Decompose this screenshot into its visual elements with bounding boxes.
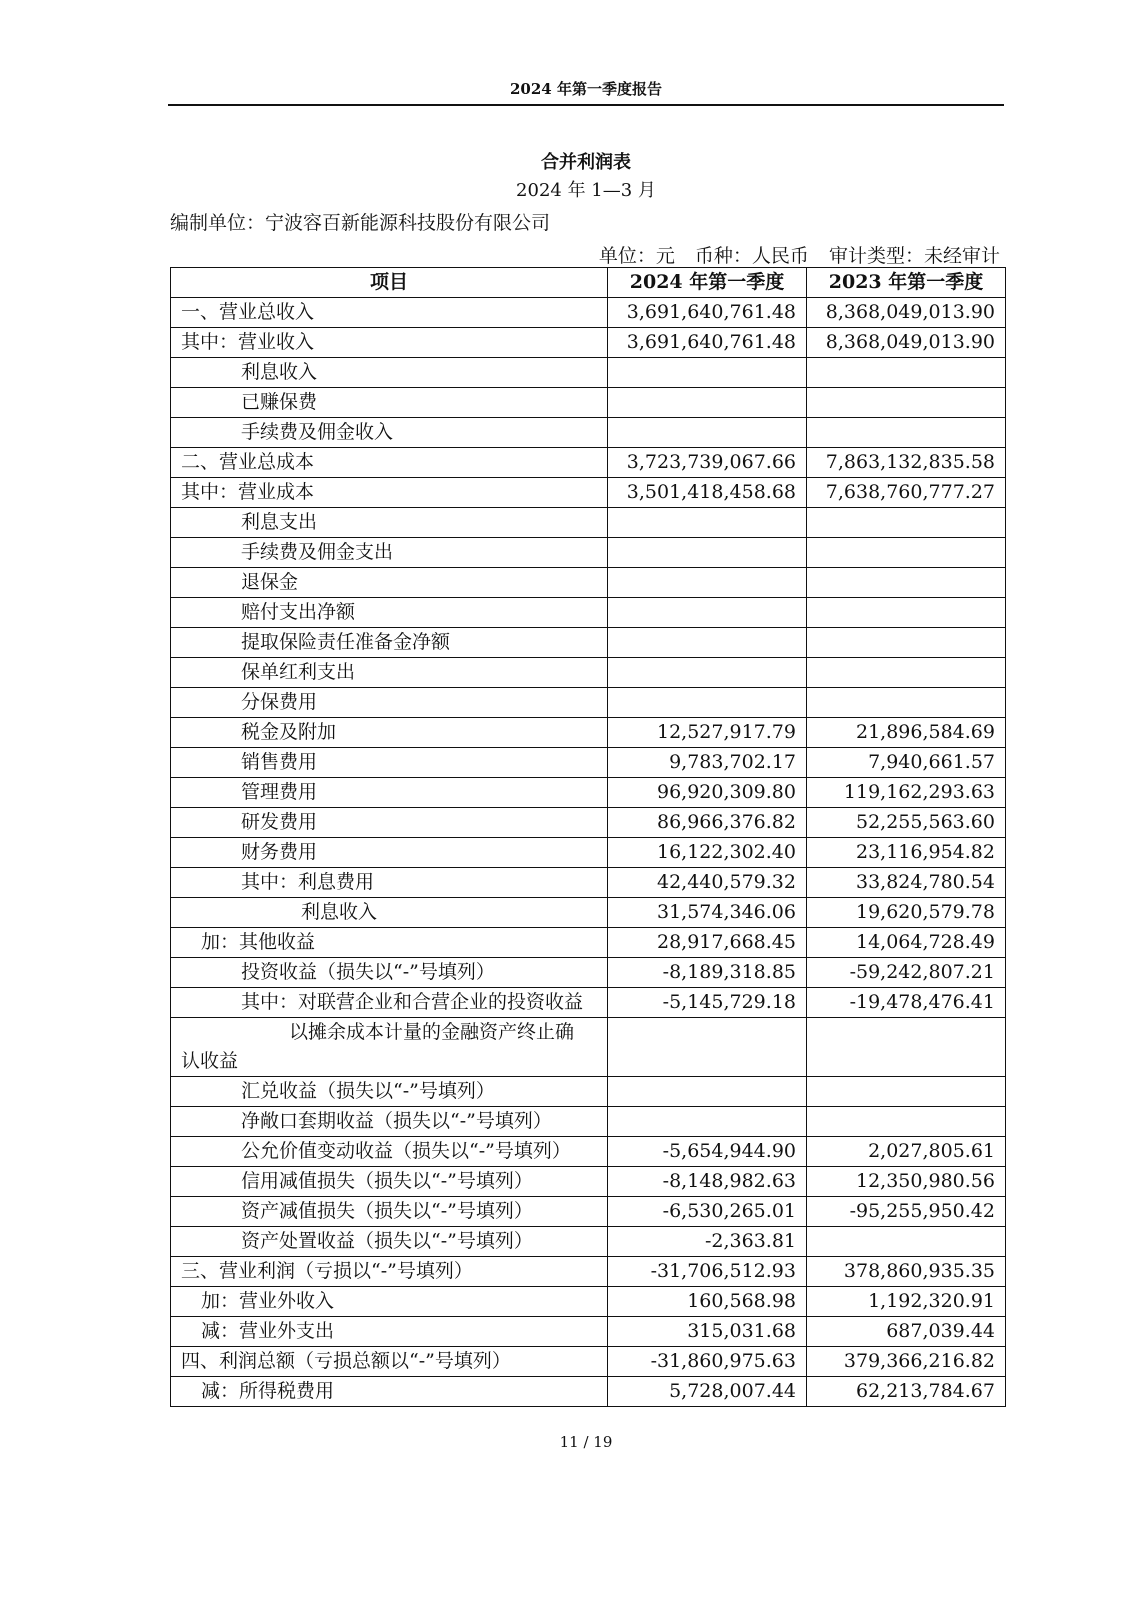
table-row [171,1287,1006,1317]
table-row [171,538,1006,568]
table-row [171,808,1006,838]
row-item: 利息收入 [171,898,608,928]
row-previous [807,1107,1006,1137]
table-row [171,1167,1006,1197]
row-current [608,388,807,418]
row-previous: 23,116,954.82 [807,838,1006,868]
row-current: 42,440,579.32 [608,868,807,898]
table-row [171,1197,1006,1227]
table-row [171,418,1006,448]
table-row [171,868,1006,898]
row-item: 提取保险责任准备金净额 [171,628,608,658]
row-item: 研发费用 [171,808,608,838]
row-item: 信用减值损失（损失以“-”号填列） [171,1167,608,1197]
row-item: 减：所得税费用 [171,1377,608,1407]
units-line [585,241,1000,268]
row-current [608,508,807,538]
income-statement-table [170,267,1006,1407]
row-current: -31,706,512.93 [608,1257,807,1287]
row-current: 9,783,702.17 [608,748,807,778]
statement-title: 合并利润表 [541,152,631,173]
row-current: 3,691,640,761.48 [608,298,807,328]
row-item: 利息支出 [171,508,608,538]
table-row [171,1347,1006,1377]
row-previous [807,388,1006,418]
row-item: 其中：营业收入 [171,328,608,358]
row-item: 手续费及佣金收入 [171,418,608,448]
row-previous: 52,255,563.60 [807,808,1006,838]
row-item: 资产处置收益（损失以“-”号填列） [171,1227,608,1257]
table-row [171,898,1006,928]
row-current [608,628,807,658]
row-item: 汇兑收益（损失以“-”号填列） [171,1077,608,1107]
row-previous: 8,368,049,013.90 [807,298,1006,328]
row-previous [807,568,1006,598]
row-previous: -19,478,476.41 [807,988,1006,1018]
row-item: 税金及附加 [171,718,608,748]
row-item: 其中：利息费用 [171,868,608,898]
row-previous: 12,350,980.56 [807,1167,1006,1197]
row-previous: 33,824,780.54 [807,868,1006,898]
table-row [171,1107,1006,1137]
row-current: -5,654,944.90 [608,1137,807,1167]
row-item: 加：其他收益 [171,928,608,958]
row-current: 31,574,346.06 [608,898,807,928]
table-row [171,568,1006,598]
row-item: 净敞口套期收益（损失以“-”号填列） [171,1107,608,1137]
row-item: 其中：对联营企业和合营企业的投资收益 [171,988,608,1018]
column-header-item: 项目 [171,268,608,298]
row-current: 3,501,418,458.68 [608,478,807,508]
row-previous: 19,620,579.78 [807,898,1006,928]
row-item-line2: 认收益 [181,1050,239,1072]
row-current: 16,122,302.40 [608,838,807,868]
table-row [171,628,1006,658]
table-row [171,1018,1006,1077]
table-row [171,928,1006,958]
row-item: 投资收益（损失以“-”号填列） [171,958,608,988]
table-row [171,1077,1006,1107]
row-previous [807,1227,1006,1257]
row-current: -31,860,975.63 [608,1347,807,1377]
row-current: 3,691,640,761.48 [608,328,807,358]
table-row [171,598,1006,628]
unit-label: 单位：元 [598,245,675,267]
row-item [171,1018,608,1077]
header-rule [168,104,1004,106]
table-row [171,1317,1006,1347]
row-current: -5,145,729.18 [608,988,807,1018]
row-previous [807,628,1006,658]
row-item: 四、利润总额（亏损总额以“-”号填列） [171,1347,608,1377]
table-row [171,778,1006,808]
table-row [171,508,1006,538]
currency-label: 币种：人民币 [694,245,809,267]
row-previous [807,1018,1006,1077]
row-previous [807,418,1006,448]
row-item: 资产减值损失（损失以“-”号填列） [171,1197,608,1227]
table-row [171,718,1006,748]
row-current [608,418,807,448]
table-row [171,1377,1006,1407]
row-previous [807,538,1006,568]
row-current [608,598,807,628]
row-previous [807,508,1006,538]
row-current: 86,966,376.82 [608,808,807,838]
row-item: 退保金 [171,568,608,598]
row-item: 保单红利支出 [171,658,608,688]
row-item: 管理费用 [171,778,608,808]
row-previous: -59,242,807.21 [807,958,1006,988]
row-previous: 378,860,935.35 [807,1257,1006,1287]
row-current [608,688,807,718]
row-current [608,1018,807,1077]
table-body [171,298,1006,1407]
table-row [171,1227,1006,1257]
row-current [608,1077,807,1107]
row-current: -8,148,982.63 [608,1167,807,1197]
table-row [171,298,1006,328]
row-previous: 687,039.44 [807,1317,1006,1347]
table-row [171,478,1006,508]
row-previous: 7,638,760,777.27 [807,478,1006,508]
row-previous: 379,366,216.82 [807,1347,1006,1377]
row-current [608,658,807,688]
table-row [171,448,1006,478]
row-item: 销售费用 [171,748,608,778]
row-previous [807,598,1006,628]
row-current: 96,920,309.80 [608,778,807,808]
table-row [171,958,1006,988]
row-item: 其中：营业成本 [171,478,608,508]
row-current: 12,527,917.79 [608,718,807,748]
row-current: 315,031.68 [608,1317,807,1347]
row-item: 分保费用 [171,688,608,718]
table-row [171,988,1006,1018]
row-previous: 7,940,661.57 [807,748,1006,778]
column-header-previous: 2023 年第一季度 [807,268,1006,298]
row-current: 5,728,007.44 [608,1377,807,1407]
row-previous [807,358,1006,388]
row-previous: 7,863,132,835.58 [807,448,1006,478]
row-current [608,1107,807,1137]
audit-type-label: 审计类型：未经审计 [828,245,1000,267]
row-previous: 119,162,293.63 [807,778,1006,808]
row-item: 二、营业总成本 [171,448,608,478]
row-previous [807,1077,1006,1107]
table-header-row [171,268,1006,298]
row-previous: 14,064,728.49 [807,928,1006,958]
row-item: 财务费用 [171,838,608,868]
row-previous: 8,368,049,013.90 [807,328,1006,358]
row-current: -6,530,265.01 [608,1197,807,1227]
row-current [608,358,807,388]
table-row [171,1137,1006,1167]
table-row [171,838,1006,868]
table-row [171,358,1006,388]
row-current: 28,917,668.45 [608,928,807,958]
row-item: 公允价值变动收益（损失以“-”号填列） [171,1137,608,1167]
row-current [608,568,807,598]
row-previous: 2,027,805.61 [807,1137,1006,1167]
row-previous: 21,896,584.69 [807,718,1006,748]
row-previous: 62,213,784.67 [807,1377,1006,1407]
table-row [171,328,1006,358]
company-name: 编制单位：宁波容百新能源科技股份有限公司 [170,212,551,234]
row-current [608,538,807,568]
row-item: 赔付支出净额 [171,598,608,628]
row-previous [807,688,1006,718]
row-current: 160,568.98 [608,1287,807,1317]
row-previous: -95,255,950.42 [807,1197,1006,1227]
row-item: 已赚保费 [171,388,608,418]
row-item: 减：营业外支出 [171,1317,608,1347]
row-item: 加：营业外收入 [171,1287,608,1317]
table-row [171,1257,1006,1287]
row-current: -8,189,318.85 [608,958,807,988]
row-previous [807,658,1006,688]
table-row [171,688,1006,718]
table-row [171,658,1006,688]
column-header-current: 2024 年第一季度 [608,268,807,298]
row-item: 手续费及佣金支出 [171,538,608,568]
page-number: 11 / 19 [559,1433,613,1451]
table-row [171,748,1006,778]
table-row [171,388,1006,418]
row-current: -2,363.81 [608,1227,807,1257]
row-item: 一、营业总收入 [171,298,608,328]
row-item: 三、营业利润（亏损以“-”号填列） [171,1257,608,1287]
row-previous: 1,192,320.91 [807,1287,1006,1317]
row-current: 3,723,739,067.66 [608,448,807,478]
row-item-line1: 以摊余成本计量的金融资产终止确 [289,1021,575,1043]
page-header: 2024 年第一季度报告 [510,80,662,98]
row-item: 利息收入 [171,358,608,388]
statement-period: 2024 年 1—3 月 [516,180,656,201]
